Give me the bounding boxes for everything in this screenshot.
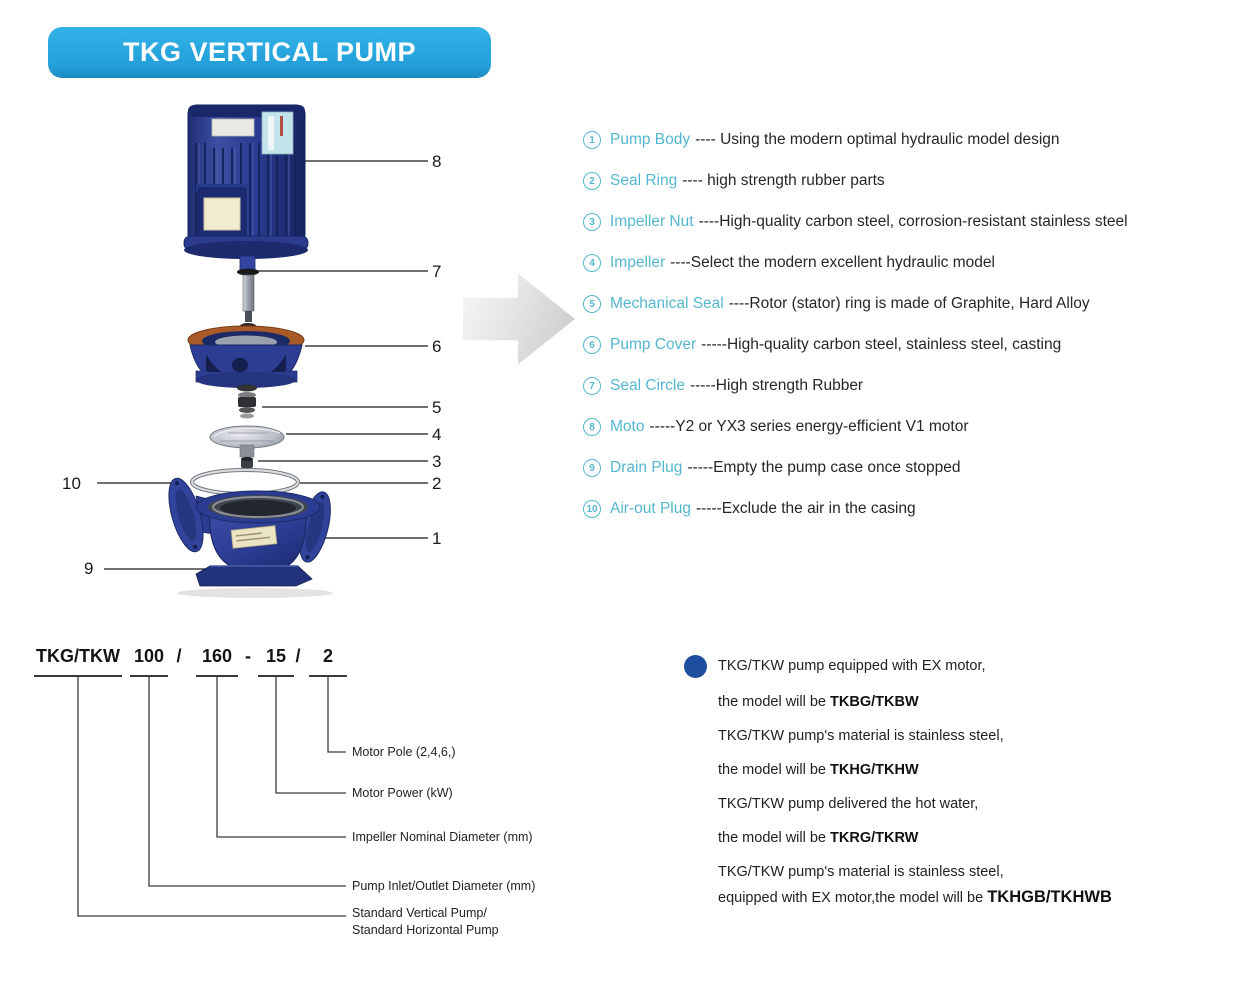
callout-number-5: 5 [432, 398, 442, 417]
circled-number-icon: 9 [583, 459, 601, 477]
model-separator-slash2: / [295, 646, 301, 666]
label-inlet-outlet: Pump Inlet/Outlet Diameter (mm) [352, 879, 536, 893]
note-model-code: TKBG/TKBW [830, 694, 919, 710]
model-separator-slash: / [176, 646, 182, 666]
model-segment-power: 15 [258, 644, 294, 677]
list-item [583, 457, 1234, 478]
note-line [718, 728, 1004, 744]
label-motor-pole: Motor Pole (2,4,6,) [352, 745, 456, 759]
note-text: TKG/TKW pump delivered the hot water, [718, 796, 979, 812]
list-item [583, 170, 1234, 191]
circled-number-icon: 8 [583, 418, 601, 436]
model-segment-pole: 2 [309, 644, 347, 677]
model-segment-impeller: 160 [196, 644, 238, 677]
model-segment-series: TKG/TKW [34, 644, 122, 677]
part-name: Pump Cover [610, 335, 697, 353]
label-standard-horizontal: Standard Horizontal Pump [352, 923, 499, 937]
part-name: Impeller Nut [610, 212, 694, 230]
part-name: Moto [610, 417, 645, 435]
note-bullet-icon [684, 655, 707, 678]
callout-number-4: 4 [432, 425, 442, 444]
list-item [583, 293, 1234, 314]
label-standard-vertical: Standard Vertical Pump/ [352, 906, 487, 920]
part-description: ---- high strength rubber parts [682, 171, 885, 189]
label-motor-power: Motor Power (kW) [352, 786, 453, 800]
model-separator-dash: - [245, 646, 251, 666]
part-name: Seal Circle [610, 376, 685, 394]
note-line [718, 796, 978, 812]
part-name: Air-out Plug [610, 499, 691, 517]
circled-number-icon: 1 [583, 131, 601, 149]
list-item [583, 252, 1234, 273]
circled-number-icon: 2 [583, 172, 601, 190]
list-item [583, 375, 1234, 396]
part-description: -----Y2 or YX3 series energy-efficient V1 motor [649, 417, 969, 435]
label-impeller-diameter: Impeller Nominal Diameter (mm) [352, 830, 533, 844]
pump-body-illustration [162, 475, 336, 598]
note-text: TKG/TKW pump equipped with EX motor, [718, 658, 986, 674]
circled-number-icon: 6 [583, 336, 601, 354]
circled-number-icon: 5 [583, 295, 601, 313]
part-description: ----Rotor (stator) ring is made of Graphite, Hard Alloy [728, 294, 1090, 312]
shaft-illustration [237, 256, 259, 329]
callout-number-2: 2 [432, 474, 442, 493]
part-name: Mechanical Seal [610, 294, 724, 312]
pump-exploded-view-illustration [60, 88, 460, 603]
callout-number-9: 9 [84, 559, 94, 578]
part-description: ----High-quality carbon steel, corrosion-resistant stainless steel [698, 212, 1128, 230]
part-name: Pump Body [610, 130, 691, 148]
note-model-code: TKRG/TKRW [830, 830, 919, 846]
callout-number-10: 10 [62, 474, 81, 493]
list-item [583, 211, 1234, 232]
list-item [583, 416, 1234, 437]
impeller-illustration [210, 426, 284, 457]
callout-number-7: 7 [432, 262, 442, 281]
circled-number-icon: 3 [583, 213, 601, 231]
nomenclature-tree-lines [78, 677, 346, 916]
note-text: the model will be [718, 694, 831, 710]
callout-number-8: 8 [432, 152, 442, 171]
note-line [718, 658, 986, 674]
mechanical-seal-illustration [237, 385, 257, 419]
list-item [583, 334, 1234, 355]
model-segment-inlet: 100 [130, 644, 168, 677]
page-title: TKG VERTICAL PUMP [122, 36, 416, 67]
impeller-nut-illustration [241, 457, 253, 468]
part-description: -----Empty the pump case once stopped [687, 458, 961, 476]
seal-ring-illustration [192, 470, 298, 494]
list-item [583, 129, 1234, 150]
list-item [583, 498, 1234, 519]
part-description: ---- Using the modern optimal hydraulic model design [695, 130, 1060, 148]
note-line [718, 888, 1112, 907]
note-line [718, 830, 918, 846]
circled-number-icon: 10 [583, 500, 601, 518]
part-description: -----Exclude the air in the casing [695, 499, 916, 517]
pump-cover-illustration [188, 326, 304, 388]
note-line [718, 694, 919, 710]
note-model-code: TKHG/TKHW [830, 762, 919, 778]
callout-number-1: 1 [432, 529, 442, 548]
part-description: -----High-quality carbon steel, stainless steel, casting [701, 335, 1062, 353]
circled-number-icon: 4 [583, 254, 601, 272]
part-name: Seal Ring [610, 171, 678, 189]
note-text: TKG/TKW pump's material is stainless steel, [718, 728, 1004, 744]
callout-number-6: 6 [432, 337, 442, 356]
note-text: TKG/TKW pump's material is stainless steel, [718, 864, 1004, 880]
note-model-code: TKHGB/TKHWB [987, 888, 1112, 906]
note-line [718, 762, 919, 778]
part-description: ----Select the modern excellent hydraulic model [670, 253, 995, 271]
motor-illustration [184, 105, 308, 259]
note-text: the model will be [718, 762, 831, 778]
note-text: equipped with EX motor,the model will be [718, 890, 988, 906]
callout-number-3: 3 [432, 452, 442, 471]
circled-number-icon: 7 [583, 377, 601, 395]
parts-legend [583, 129, 1234, 539]
part-name: Drain Plug [610, 458, 683, 476]
part-name: Impeller [610, 253, 666, 271]
note-text: the model will be [718, 830, 831, 846]
part-description: -----High strength Rubber [689, 376, 864, 394]
note-line [718, 864, 1004, 880]
